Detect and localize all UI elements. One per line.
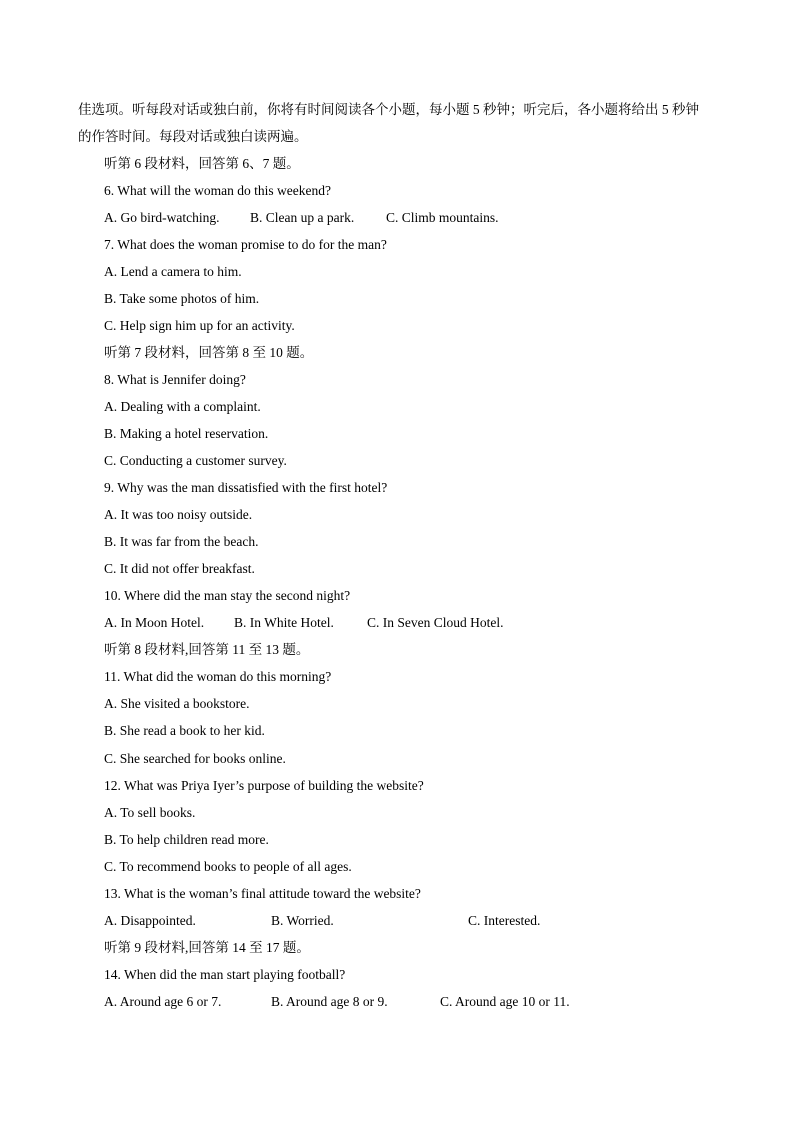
section-6-heading: 听第 6 段材料，回答第 6、7 题。: [104, 156, 300, 171]
option-b: B. Making a hotel reservation.: [104, 426, 269, 441]
question-8-stem: 8. What is Jennifer doing?: [104, 372, 246, 387]
option-b: B. In White Hotel.: [234, 615, 334, 630]
option-a: A. Disappointed.: [104, 913, 196, 928]
option-c: C. It did not offer breakfast.: [104, 561, 255, 576]
question-14-options: [104, 993, 570, 1011]
option-a: A. She visited a bookstore.: [104, 696, 250, 711]
question-12-stem: 12. What was Priya Iyer’s purpose of building the website?: [104, 778, 424, 793]
option-b: B. She read a book to her kid.: [104, 723, 265, 738]
option-c: C. Conducting a customer survey.: [104, 453, 287, 468]
option-c: C. In Seven Cloud Hotel.: [367, 615, 504, 630]
option-b: B. Worried.: [271, 913, 334, 928]
option-a: A. It was too noisy outside.: [104, 507, 253, 522]
option-c: C. Climb mountains.: [386, 210, 499, 225]
question-9-stem: 9. Why was the man dissatisfied with the first hotel?: [104, 480, 388, 495]
question-13-options: [104, 912, 540, 930]
section-8-heading: 听第 8 段材料,回答第 11 至 13 题。: [104, 642, 310, 657]
option-b: B. Around age 8 or 9.: [271, 994, 388, 1009]
option-a: A. Dealing with a complaint.: [104, 399, 261, 414]
question-10-options: [104, 614, 504, 632]
section-7-heading: 听第 7 段材料，回答第 8 至 10 题。: [104, 345, 314, 360]
option-a: A. In Moon Hotel.: [104, 615, 205, 630]
question-11-stem: 11. What did the woman do this morning?: [104, 669, 332, 684]
option-c: C. To recommend books to people of all ages.: [104, 859, 352, 874]
option-a: A. To sell books.: [104, 805, 196, 820]
option-b: B. Clean up a park.: [250, 210, 355, 225]
option-b: B. It was far from the beach.: [104, 534, 259, 549]
question-10-stem: 10. Where did the man stay the second night?: [104, 588, 351, 603]
question-14-stem: 14. When did the man start playing football?: [104, 967, 346, 982]
option-c: C. Around age 10 or 11.: [440, 994, 570, 1009]
intro-line-1: 佳选项。听每段对话或独白前，你将有时间阅读各个小题，每小题 5 秒钟；听完后，各小题将给出 5 秒钟: [78, 102, 699, 117]
option-c: C. She searched for books online.: [104, 751, 286, 766]
option-a: A. Around age 6 or 7.: [104, 994, 222, 1009]
option-a: A. Go bird-watching.: [104, 210, 220, 225]
question-6-stem: 6. What will the woman do this weekend?: [104, 183, 331, 198]
option-a: A. Lend a camera to him.: [104, 264, 242, 279]
question-7-stem: 7. What does the woman promise to do for the man?: [104, 237, 387, 252]
intro-line-2: 的作答时间。每段对话或独白读两遍。: [78, 129, 308, 144]
question-6-options: [104, 209, 499, 227]
option-b: B. Take some photos of him.: [104, 291, 260, 306]
option-b: B. To help children read more.: [104, 832, 269, 847]
option-c: C. Help sign him up for an activity.: [104, 318, 295, 333]
option-c: C. Interested.: [468, 913, 541, 928]
section-9-heading: 听第 9 段材料,回答第 14 至 17 题。: [104, 940, 310, 955]
question-13-stem: 13. What is the woman’s final attitude toward the website?: [104, 886, 421, 901]
